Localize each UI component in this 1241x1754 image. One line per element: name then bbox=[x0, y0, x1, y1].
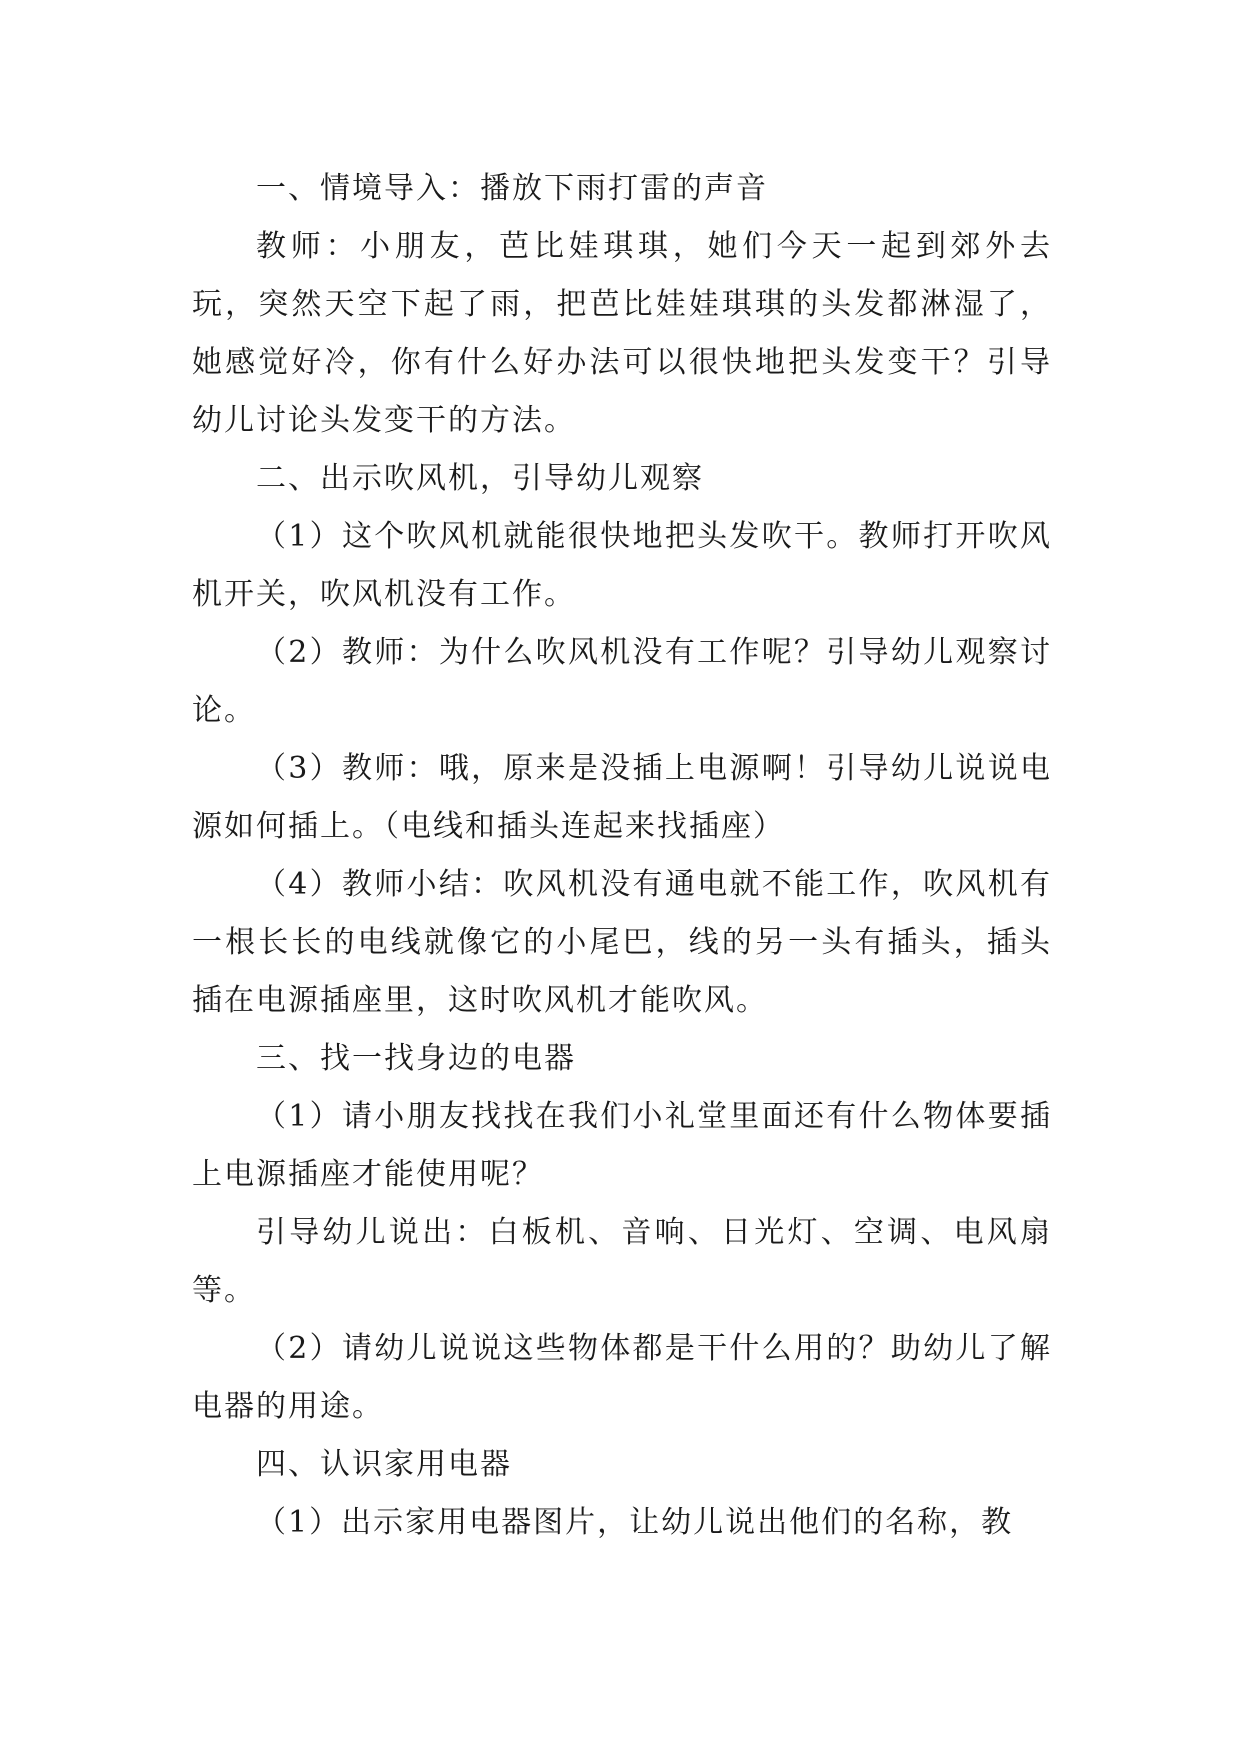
paragraph-step-2-2: （2）教师：为什么吹风机没有工作呢？引导幼儿观察讨论。 bbox=[192, 635, 1052, 728]
paragraph-teacher-intro: 教师：小朋友，芭比娃琪琪，她们今天一起到郊外去玩，突然天空下起了雨，把芭比娃娃琪琪的头发都淋湿了，她感觉好冷，你有什么好办法可以很快地把头发变干？引导幼儿讨论头发变干的方法。 bbox=[192, 229, 1052, 438]
paragraph-step-3-1: （1）请小朋友找找在我们小礼堂里面还有什么物体要插上电源插座才能使用呢？ bbox=[192, 1099, 1052, 1192]
section-heading-2: 二、出示吹风机，引导幼儿观察 bbox=[256, 461, 704, 496]
document-body bbox=[192, 160, 1052, 1552]
paragraph-step-2-4: （4）教师小结：吹风机没有通电就不能工作，吹风机有一根长长的电线就像它的小尾巴，线的另一头有插头，插头插在电源插座里，这时吹风机才能吹风。 bbox=[192, 867, 1052, 1018]
paragraph-guide-answers: 引导幼儿说出：白板机、音响、日光灯、空调、电风扇等。 bbox=[192, 1215, 1052, 1308]
paragraph-step-2-1: （1）这个吹风机就能很快地把头发吹干。教师打开吹风机开关，吹风机没有工作。 bbox=[192, 519, 1052, 612]
paragraph-step-2-3: （3）教师：哦，原来是没插上电源啊！引导幼儿说说电源如何插上。（电线和插头连起来找插座） bbox=[192, 751, 1052, 844]
section-heading-3: 三、找一找身边的电器 bbox=[256, 1041, 576, 1076]
section-heading-1: 一、情境导入：播放下雨打雷的声音 bbox=[256, 171, 768, 206]
paragraph-step-3-2: （2）请幼儿说说这些物体都是干什么用的？助幼儿了解电器的用途。 bbox=[192, 1331, 1052, 1424]
paragraph-step-4-1: （1）出示家用电器图片，让幼儿说出他们的名称，教 bbox=[256, 1505, 1014, 1540]
section-heading-4: 四、认识家用电器 bbox=[256, 1447, 512, 1482]
